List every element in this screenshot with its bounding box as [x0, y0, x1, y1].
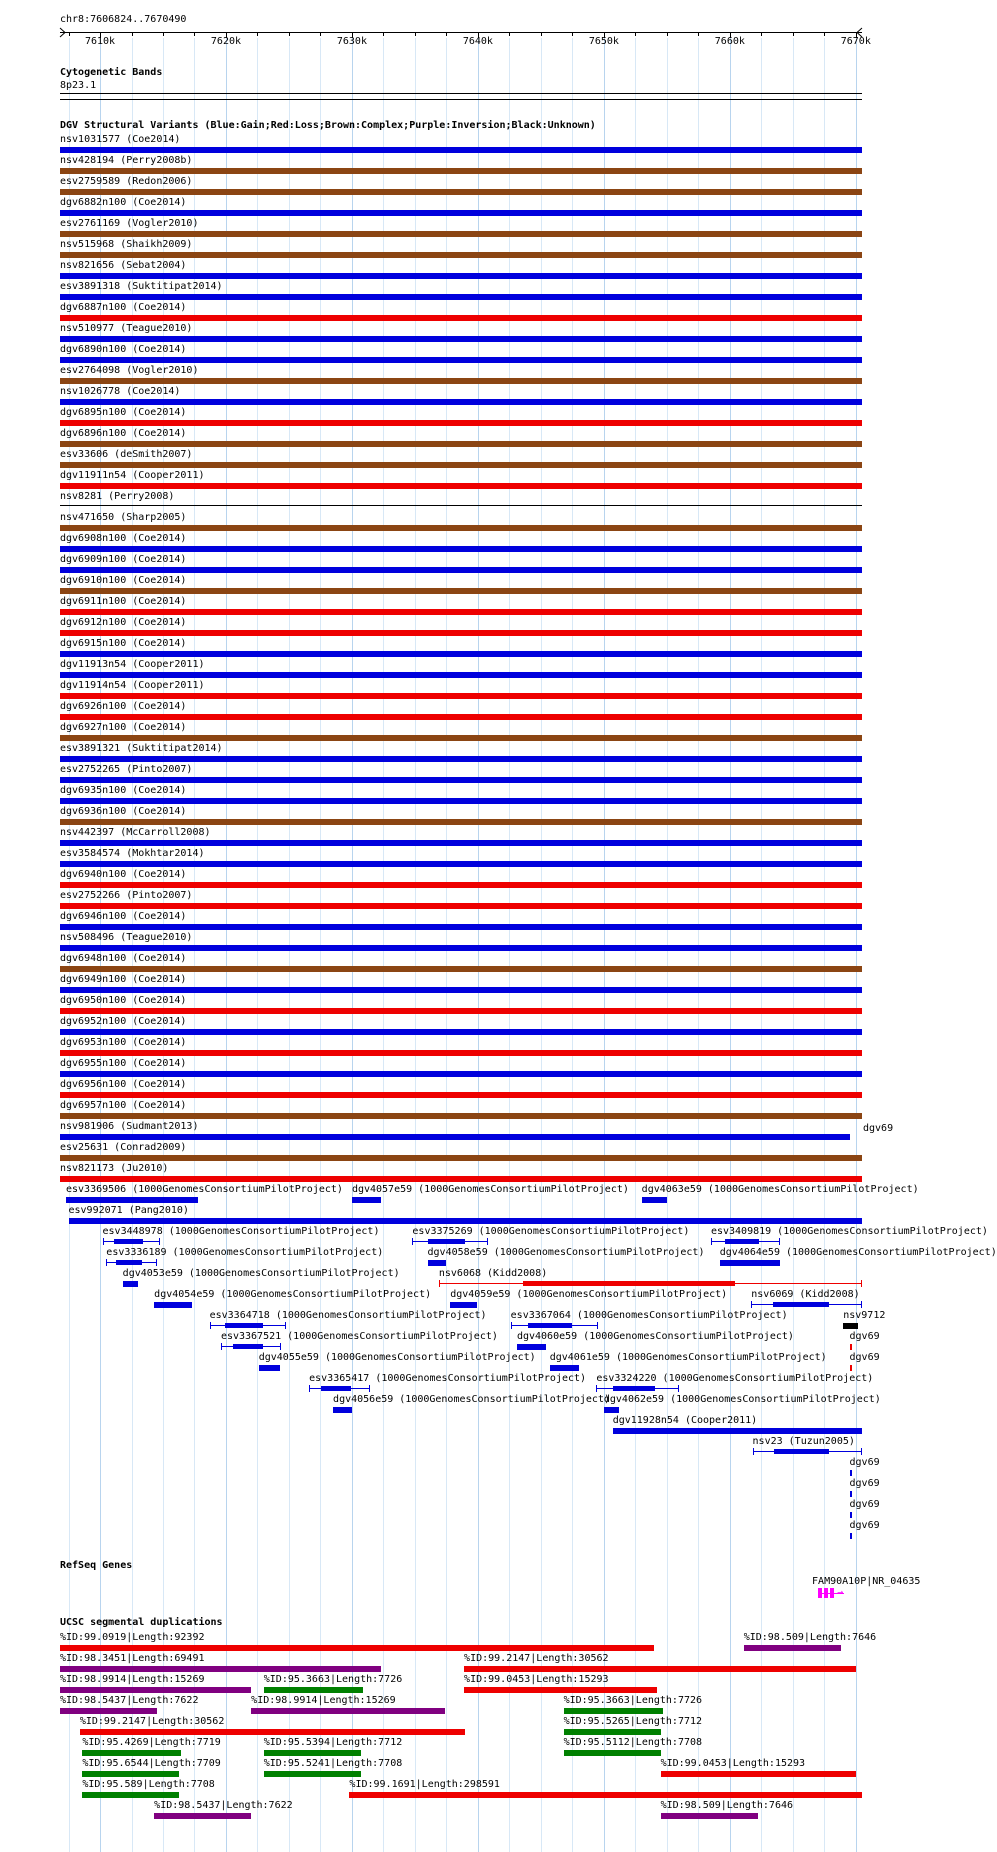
dgv-feature-tick	[412, 1238, 413, 1245]
dgv-feature-label: nsv428194 (Perry2008b)	[60, 155, 193, 166]
dgv-feature-bar	[60, 1008, 862, 1014]
dgv-feature-bar	[850, 1512, 853, 1518]
dgv-feature-bar	[60, 336, 862, 342]
ruler-tick-label: 7610k	[84, 36, 116, 47]
segdup-label: %ID:99.2147|Length:30562	[79, 1716, 225, 1727]
dgv-feature-bar	[60, 252, 862, 258]
segdup-bar	[349, 1792, 862, 1798]
dgv-feature-bar	[154, 1302, 192, 1308]
dgv-feature-label: dgv6955n100 (Coe2014)	[60, 1058, 187, 1069]
dgv-feature-bar	[60, 546, 862, 552]
dgv-feature-bar	[225, 1323, 263, 1328]
dgv-feature-label: nsv23 (Tuzun2005)	[752, 1436, 855, 1447]
dgv-feature-label: dgv6910n100 (Coe2014)	[60, 575, 187, 586]
dgv-feature-bar	[604, 1407, 619, 1413]
dgv-feature-tick	[280, 1343, 281, 1350]
dgv-feature-tick	[156, 1259, 157, 1266]
segdup-bar	[60, 1645, 654, 1651]
dgv-feature-label: nsv6069 (Kidd2008)	[751, 1289, 860, 1300]
segdup-label: %ID:95.5265|Length:7712	[563, 1716, 703, 1727]
dgv-feature-bar	[60, 693, 862, 699]
dgv-feature-label: nsv1031577 (Coe2014)	[60, 134, 181, 145]
dgv-feature-bar	[60, 609, 862, 615]
segdup-label: %ID:95.589|Length:7708	[82, 1779, 215, 1790]
dgv-feature-bar	[66, 1197, 198, 1203]
dgv-feature-bar	[528, 1323, 571, 1328]
dgv-feature-label: dgv6926n100 (Coe2014)	[60, 701, 187, 712]
dgv-feature-label: esv2752266 (Pinto2007)	[60, 890, 193, 901]
dgv-feature-bar	[60, 210, 862, 216]
segdup-label: %ID:95.5112|Length:7708	[563, 1737, 703, 1748]
ruler-tick-label: 7660k	[714, 36, 745, 47]
dgv-feature-label: esv3365417 (1000GenomesConsortiumPilotProject)	[309, 1373, 587, 1384]
dgv-feature-label: dgv11911n54 (Cooper2011)	[60, 470, 205, 481]
dgv-feature-bar	[60, 273, 862, 279]
dgv-feature-label: dgv69	[863, 1123, 894, 1134]
segdup-bar	[80, 1729, 465, 1735]
dgv-feature-label: esv33606 (deSmith2007)	[60, 449, 193, 460]
dgv-feature-bar	[114, 1239, 143, 1244]
dgv-feature-bar	[60, 505, 862, 506]
segdup-label: %ID:99.0453|Length:15293	[660, 1758, 806, 1769]
dgv-feature-tick	[285, 1322, 286, 1329]
dgv-feature-bar	[69, 1218, 862, 1224]
coords-label: chr8:7606824..7670490	[60, 14, 187, 25]
ruler-tick-label: 7630k	[336, 36, 367, 47]
refseq-exon	[818, 1588, 822, 1598]
dgv-feature-bar	[60, 1134, 850, 1140]
dgv-feature-bar	[60, 315, 862, 321]
ruler-tick-label: 7620k	[210, 36, 242, 47]
dgv-feature-bar	[60, 588, 862, 594]
dgv-feature-label: dgv6952n100 (Coe2014)	[60, 1016, 187, 1027]
dgv-feature-label: dgv4058e59 (1000GenomesConsortiumPilotProject)	[427, 1247, 705, 1258]
dgv-feature-label: dgv6953n100 (Coe2014)	[60, 1037, 187, 1048]
segdup-bar	[264, 1771, 361, 1777]
dgv-feature-bar	[60, 714, 862, 720]
segdup-bar	[82, 1792, 179, 1798]
dgv-feature-label: dgv6887n100 (Coe2014)	[60, 302, 187, 313]
dgv-feature-bar	[60, 903, 862, 909]
dgv-feature-bar	[60, 798, 862, 804]
dgv-feature-bar	[428, 1260, 447, 1266]
segdup-bar	[564, 1729, 661, 1735]
segdup-bar	[60, 1687, 251, 1693]
segdup-bar	[264, 1687, 364, 1693]
dgv-feature-bar	[613, 1428, 862, 1434]
dgv-feature-label: dgv4063e59 (1000GenomesConsortiumPilotProject)	[641, 1184, 919, 1195]
dgv-feature-label: dgv6957n100 (Coe2014)	[60, 1100, 187, 1111]
dgv-feature-label: esv3448978 (1000GenomesConsortiumPilotProject)	[102, 1226, 380, 1237]
segdup-label: %ID:99.1691|Length:298591	[349, 1779, 500, 1790]
dgv-feature-tick	[597, 1322, 598, 1329]
segdup-bar	[264, 1750, 361, 1756]
dgv-feature-label: esv3375269 (1000GenomesConsortiumPilotProject)	[412, 1226, 690, 1237]
segdup-bar	[251, 1708, 445, 1714]
segdup-label: %ID:99.2147|Length:30562	[464, 1653, 609, 1664]
dgv-feature-label: dgv6912n100 (Coe2014)	[60, 617, 187, 628]
dgv-feature-label: dgv4053e59 (1000GenomesConsortiumPilotProject)	[122, 1268, 400, 1279]
dgv-feature-bar	[60, 1029, 862, 1035]
segdup-label: %ID:95.3663|Length:7726	[263, 1674, 403, 1685]
segdup-bar	[60, 1708, 157, 1714]
dgv-feature-bar	[60, 987, 862, 993]
dgv-feature-tick	[309, 1385, 310, 1392]
dgv-feature-label: esv2752265 (Pinto2007)	[60, 764, 193, 775]
dgv-feature-bar	[60, 861, 862, 867]
dgv-feature-label: dgv6908n100 (Coe2014)	[60, 533, 187, 544]
refseq-exon	[830, 1588, 834, 1598]
dgv-feature-bar	[60, 1050, 862, 1056]
dgv-feature-label: dgv6948n100 (Coe2014)	[60, 953, 187, 964]
dgv-feature-bar	[60, 651, 862, 657]
dgv-feature-bar	[60, 1071, 862, 1077]
dgv-feature-bar	[60, 378, 862, 384]
dgv-feature-tick	[106, 1259, 107, 1266]
dgv-feature-tick	[487, 1238, 488, 1245]
segdup-label: %ID:95.5394|Length:7712	[263, 1737, 403, 1748]
dgv-feature-label: esv3409819 (1000GenomesConsortiumPilotProject)	[710, 1226, 988, 1237]
segdup-bar	[564, 1708, 664, 1714]
dgv-feature-bar	[60, 189, 862, 195]
dgv-feature-label: dgv11928n54 (Cooper2011)	[612, 1415, 758, 1426]
dgv-feature-bar	[352, 1197, 381, 1203]
dgv-feature-label: esv2759589 (Redon2006)	[60, 176, 193, 187]
dgv-feature-label: nsv981906 (Sudmant2013)	[60, 1121, 199, 1132]
dgv-feature-bar	[850, 1344, 853, 1350]
cytoband-line	[60, 93, 862, 94]
dgv-feature-bar	[523, 1281, 735, 1286]
dgv-feature-bar	[60, 1176, 862, 1182]
ruler-tick-label: 7640k	[462, 36, 493, 47]
dgv-feature-label: dgv6950n100 (Coe2014)	[60, 995, 187, 1006]
dgv-feature-bar	[60, 882, 862, 888]
dgv-feature-label: dgv69	[849, 1520, 880, 1531]
dgv-feature-bar	[116, 1260, 141, 1265]
dgv-feature-label: nsv8281 (Perry2008)	[60, 491, 175, 502]
dgv-feature-tick	[103, 1238, 104, 1245]
dgv-feature-bar	[773, 1302, 828, 1307]
dgv-feature-bar	[850, 1491, 853, 1497]
dgv-feature-bar	[517, 1344, 546, 1350]
dgv-track-title: DGV Structural Variants (Blue:Gain;Red:Loss;Brown:Complex;Purple:Inversion;Black:Unknown)	[60, 120, 596, 131]
segdup-bar	[82, 1771, 179, 1777]
dgv-feature-label: esv3364718 (1000GenomesConsortiumPilotProject)	[209, 1310, 487, 1321]
dgv-feature-label: dgv11913n54 (Cooper2011)	[60, 659, 205, 670]
dgv-feature-bar	[60, 966, 862, 972]
segdup-label: %ID:98.509|Length:7646	[743, 1632, 877, 1643]
dgv-feature-bar	[725, 1239, 760, 1244]
dgv-feature-label: esv3367521 (1000GenomesConsortiumPilotProject)	[220, 1331, 498, 1342]
segdup-label: %ID:98.5437|Length:7622	[154, 1800, 293, 1811]
dgv-feature-bar	[428, 1239, 466, 1244]
dgv-feature-bar	[613, 1386, 655, 1391]
dgv-feature-bar	[60, 777, 862, 783]
dgv-feature-bar	[321, 1386, 351, 1391]
dgv-feature-bar	[450, 1302, 476, 1308]
dgv-feature-label: dgv6882n100 (Coe2014)	[60, 197, 187, 208]
dgv-feature-tick	[210, 1322, 211, 1329]
dgv-feature-label: nsv6068 (Kidd2008)	[438, 1268, 548, 1279]
dgv-feature-tick	[861, 1301, 862, 1308]
dgv-feature-tick	[861, 1448, 862, 1455]
dgv-feature-label: nsv471650 (Sharp2005)	[60, 512, 187, 523]
dgv-feature-bar	[60, 168, 862, 174]
dgv-feature-label: nsv515968 (Shaikh2009)	[60, 239, 193, 250]
cytoband-line	[60, 99, 862, 100]
cytoband-title: Cytogenetic Bands	[60, 67, 163, 78]
segdup-label: %ID:95.3663|Length:7726	[563, 1695, 703, 1706]
dgv-feature-tick	[596, 1385, 597, 1392]
dgv-feature-label: dgv6890n100 (Coe2014)	[60, 344, 187, 355]
dgv-feature-label: dgv4061e59 (1000GenomesConsortiumPilotProject)	[549, 1352, 827, 1363]
dgv-feature-bar	[60, 1113, 862, 1119]
segdup-label: %ID:95.5241|Length:7708	[263, 1758, 403, 1769]
dgv-feature-tick	[511, 1322, 512, 1329]
segdup-label: %ID:98.509|Length:7646	[660, 1800, 794, 1811]
dgv-feature-bar	[60, 231, 862, 237]
dgv-feature-bar	[850, 1533, 853, 1539]
dgv-feature-label: dgv4056e59 (1000GenomesConsortiumPilotProject)	[333, 1394, 610, 1405]
refseq-track-title: RefSeq Genes	[60, 1560, 133, 1571]
dgv-feature-tick	[221, 1343, 222, 1350]
dgv-feature-bar	[550, 1365, 579, 1371]
segdup-label: %ID:98.5437|Length:7622	[60, 1695, 199, 1706]
dgv-feature-label: dgv69	[849, 1457, 880, 1468]
dgv-feature-bar	[60, 924, 862, 930]
dgv-feature-bar	[123, 1281, 138, 1287]
dgv-feature-label: esv25631 (Conrad2009)	[60, 1142, 187, 1153]
dgv-feature-label: esv2764098 (Vogler2010)	[60, 365, 199, 376]
dgv-feature-label: dgv69	[849, 1331, 880, 1342]
dgv-feature-bar	[60, 525, 862, 531]
dgv-feature-bar	[642, 1197, 667, 1203]
dgv-feature-bar	[60, 420, 862, 426]
dgv-feature-bar	[60, 945, 862, 951]
segdup-bar	[60, 1666, 381, 1672]
dgv-feature-tick	[751, 1301, 752, 1308]
dgv-feature-label: esv3336189 (1000GenomesConsortiumPilotProject)	[106, 1247, 384, 1258]
dgv-feature-label: esv3891321 (Suktitipat2014)	[60, 743, 223, 754]
dgv-feature-bar	[259, 1365, 280, 1371]
dgv-feature-label: dgv11914n54 (Cooper2011)	[60, 680, 205, 691]
dgv-feature-label: esv3367064 (1000GenomesConsortiumPilotProject)	[510, 1310, 788, 1321]
dgv-feature-label: dgv4055e59 (1000GenomesConsortiumPilotProject)	[258, 1352, 536, 1363]
dgv-feature-bar	[60, 672, 862, 678]
dgv-feature-label: dgv4059e59 (1000GenomesConsortiumPilotProject)	[450, 1289, 728, 1300]
dgv-feature-label: nsv508496 (Teague2010)	[60, 932, 193, 943]
dgv-feature-label: esv3584574 (Mokhtar2014)	[60, 848, 205, 859]
dgv-feature-label: dgv4057e59 (1000GenomesConsortiumPilotProject)	[351, 1184, 629, 1195]
dgv-feature-tick	[159, 1238, 160, 1245]
segdup-label: %ID:98.3451|Length:69491	[60, 1653, 205, 1664]
dgv-feature-tick	[678, 1385, 679, 1392]
dgv-feature-bar	[60, 483, 862, 489]
dgv-feature-bar	[60, 294, 862, 300]
segdup-bar	[661, 1813, 758, 1819]
dgv-feature-bar	[774, 1449, 829, 1454]
dgv-feature-label: esv992071 (Pang2010)	[68, 1205, 189, 1216]
dgv-feature-label: nsv9712	[843, 1310, 886, 1321]
dgv-feature-bar	[850, 1365, 853, 1371]
dgv-feature-bar	[60, 1155, 862, 1161]
dgv-feature-bar	[60, 399, 862, 405]
dgv-feature-label: dgv6946n100 (Coe2014)	[60, 911, 187, 922]
ruler-tick-label: 7650k	[588, 36, 619, 47]
dgv-feature-label: dgv69	[849, 1499, 880, 1510]
dgv-feature-label: nsv1026778 (Coe2014)	[60, 386, 181, 397]
dgv-feature-bar	[60, 1092, 862, 1098]
segdup-label: %ID:99.0919|Length:92392	[60, 1632, 205, 1643]
dgv-feature-bar	[60, 819, 862, 825]
dgv-feature-label: nsv442397 (McCarroll2008)	[60, 827, 211, 838]
dgv-feature-label: dgv6915n100 (Coe2014)	[60, 638, 187, 649]
dgv-feature-tick	[439, 1280, 440, 1287]
dgv-feature-bar	[60, 756, 862, 762]
dgv-feature-label: esv3324220 (1000GenomesConsortiumPilotProject)	[596, 1373, 874, 1384]
segdup-label: %ID:98.9914|Length:15269	[251, 1695, 396, 1706]
segdup-bar	[744, 1645, 841, 1651]
dgv-feature-tick	[861, 1280, 862, 1287]
dgv-feature-label: dgv6940n100 (Coe2014)	[60, 869, 187, 880]
segdup-bar	[464, 1687, 657, 1693]
refseq-gene-label: FAM90A10P|NR_04635	[812, 1576, 921, 1587]
dgv-feature-label: dgv69	[849, 1478, 880, 1489]
segdup-label: %ID:95.6544|Length:7709	[82, 1758, 221, 1769]
dgv-feature-bar	[843, 1323, 858, 1329]
dgv-feature-bar	[720, 1260, 780, 1266]
dgv-feature-bar	[233, 1344, 263, 1349]
dgv-feature-label: dgv4054e59 (1000GenomesConsortiumPilotProject)	[154, 1289, 432, 1300]
dgv-feature-label: dgv6911n100 (Coe2014)	[60, 596, 187, 607]
dgv-feature-label: nsv510977 (Teague2010)	[60, 323, 193, 334]
dgv-feature-label: dgv4064e59 (1000GenomesConsortiumPilotProject)	[719, 1247, 997, 1258]
dgv-feature-label: nsv821656 (Sebat2004)	[60, 260, 187, 271]
dgv-feature-label: esv3369506 (1000GenomesConsortiumPilotProject)	[65, 1184, 343, 1195]
dgv-feature-label: dgv4062e59 (1000GenomesConsortiumPilotProject)	[603, 1394, 881, 1405]
dgv-feature-bar	[333, 1407, 352, 1413]
refseq-exon	[824, 1588, 828, 1598]
dgv-feature-label: nsv821173 (Ju2010)	[60, 1163, 169, 1174]
segdup-label: %ID:98.9914|Length:15269	[60, 1674, 205, 1685]
ruler-tick-label: 7670k	[840, 36, 871, 47]
dgv-feature-label: dgv6949n100 (Coe2014)	[60, 974, 187, 985]
segdup-bar	[464, 1666, 856, 1672]
gene-strand-arrow: →	[837, 1587, 844, 1598]
dgv-feature-label: dgv6896n100 (Coe2014)	[60, 428, 187, 439]
dgv-feature-bar	[60, 840, 862, 846]
segdup-bar	[564, 1750, 661, 1756]
dgv-feature-label: dgv6895n100 (Coe2014)	[60, 407, 187, 418]
segdup-bar	[82, 1750, 180, 1756]
dgv-feature-label: dgv4060e59 (1000GenomesConsortiumPilotProject)	[516, 1331, 794, 1342]
segdup-bar	[154, 1813, 251, 1819]
dgv-feature-bar	[60, 735, 862, 741]
dgv-feature-label: dgv6935n100 (Coe2014)	[60, 785, 187, 796]
cytoband-label: 8p23.1	[60, 80, 97, 91]
dgv-feature-tick	[369, 1385, 370, 1392]
dgv-feature-label: dgv6927n100 (Coe2014)	[60, 722, 187, 733]
dgv-feature-label: esv2761169 (Vogler2010)	[60, 218, 199, 229]
dgv-feature-bar	[60, 441, 862, 447]
segdup-label: %ID:95.4269|Length:7719	[82, 1737, 221, 1748]
dgv-feature-tick	[779, 1238, 780, 1245]
segdup-track-title: UCSC segmental duplications	[60, 1617, 223, 1628]
segdup-bar	[661, 1771, 856, 1777]
dgv-feature-label: dgv6936n100 (Coe2014)	[60, 806, 187, 817]
dgv-feature-label: dgv6909n100 (Coe2014)	[60, 554, 187, 565]
dgv-feature-bar	[60, 357, 862, 363]
dgv-feature-label: dgv6956n100 (Coe2014)	[60, 1079, 187, 1090]
segdup-label: %ID:99.0453|Length:15293	[464, 1674, 609, 1685]
dgv-feature-tick	[711, 1238, 712, 1245]
dgv-feature-bar	[60, 567, 862, 573]
dgv-feature-bar	[850, 1470, 853, 1476]
dgv-feature-label: dgv69	[849, 1352, 880, 1363]
dgv-feature-tick	[753, 1448, 754, 1455]
dgv-feature-bar	[60, 462, 862, 468]
dgv-feature-bar	[60, 147, 862, 153]
dgv-feature-label: esv3891318 (Suktitipat2014)	[60, 281, 223, 292]
dgv-feature-bar	[60, 630, 862, 636]
